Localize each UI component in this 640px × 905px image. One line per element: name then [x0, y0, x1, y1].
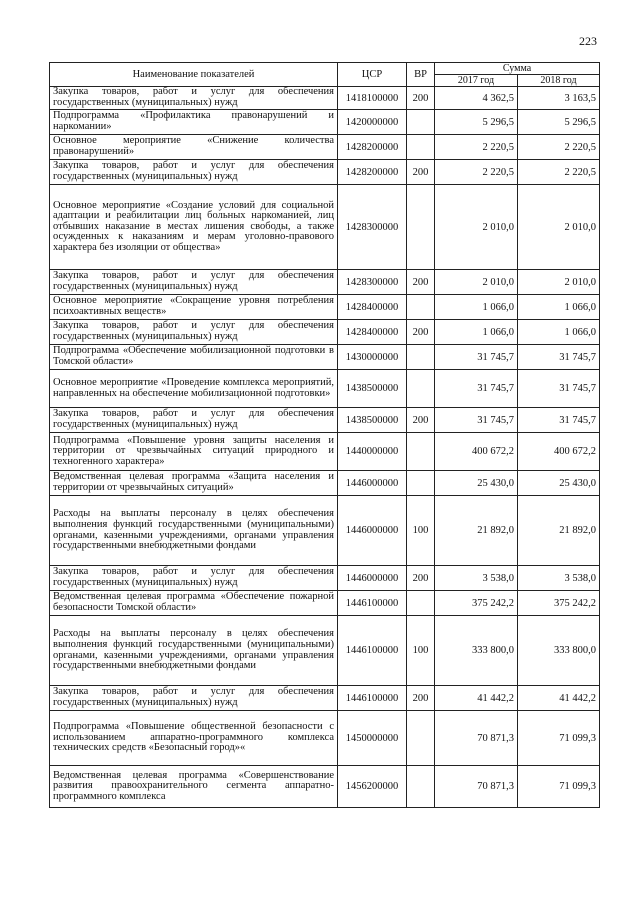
table-row — [50, 87, 600, 110]
row-csr: 1428400000 — [338, 320, 407, 345]
header-year-2018: 2018 год — [518, 75, 600, 87]
row-name: Закупка товаров, работ и услуг для обеспечения государственных (муниципальных) нужд — [50, 160, 338, 185]
row-2018: 2 220,5 — [518, 160, 600, 185]
budget-table — [49, 62, 600, 808]
row-csr: 1446100000 — [338, 686, 407, 711]
table-row — [50, 766, 600, 808]
row-2018: 41 442,2 — [518, 686, 600, 711]
table-row — [50, 110, 600, 135]
row-name: Подпрограмма «Повышение общественной безопасности с использованием аппаратно-программного комплекса технических средств «Безопасный город»« — [50, 711, 338, 766]
row-name: Подпрограмма «Обеспечение мобилизационной подготовки в Томской области» — [50, 345, 338, 370]
row-2017: 25 430,0 — [435, 471, 518, 496]
row-csr: 1418100000 — [338, 87, 407, 110]
row-2017: 2 010,0 — [435, 185, 518, 270]
header-sum: Сумма — [435, 63, 600, 75]
row-2018: 400 672,2 — [518, 433, 600, 471]
row-csr: 1438500000 — [338, 370, 407, 408]
row-vr — [407, 433, 435, 471]
row-csr: 1428300000 — [338, 270, 407, 295]
row-2018: 375 242,2 — [518, 591, 600, 616]
row-2017: 70 871,3 — [435, 711, 518, 766]
row-name: Основное мероприятие «Создание условий для социальной адаптации и реабилитации лиц больных наркоманией, лиц отбывших наказание в местах лишения свободы, а также осужденных к наказаниям и мерам уголовно-правового характера без изоляции от общества» — [50, 185, 338, 270]
row-2017: 31 745,7 — [435, 345, 518, 370]
table-row — [50, 686, 600, 711]
row-csr: 1428200000 — [338, 160, 407, 185]
table-row — [50, 185, 600, 270]
row-vr — [407, 370, 435, 408]
row-2018: 71 099,3 — [518, 711, 600, 766]
row-name: Закупка товаров, работ и услуг для обеспечения государственных (муниципальных) нужд — [50, 408, 338, 433]
row-vr: 200 — [407, 160, 435, 185]
row-2017: 41 442,2 — [435, 686, 518, 711]
row-name: Подпрограмма «Профилактика правонарушений и наркомании» — [50, 110, 338, 135]
row-csr: 1456200000 — [338, 766, 407, 808]
row-vr: 200 — [407, 87, 435, 110]
table-row — [50, 433, 600, 471]
row-2018: 25 430,0 — [518, 471, 600, 496]
row-csr: 1446100000 — [338, 591, 407, 616]
table-row — [50, 160, 600, 185]
row-csr: 1420000000 — [338, 110, 407, 135]
row-name: Основное мероприятие «Проведение комплекса мероприятий, направленных на обеспечение мобилизационной подготовки» — [50, 370, 338, 408]
row-name: Закупка товаров, работ и услуг для обеспечения государственных (муниципальных) нужд — [50, 320, 338, 345]
row-2018: 21 892,0 — [518, 496, 600, 566]
header-vr: ВР — [407, 63, 435, 87]
table-row — [50, 496, 600, 566]
row-2017: 4 362,5 — [435, 87, 518, 110]
table-row — [50, 270, 600, 295]
row-2018: 3 538,0 — [518, 566, 600, 591]
row-csr: 1428400000 — [338, 295, 407, 320]
row-name: Закупка товаров, работ и услуг для обеспечения государственных (муниципальных) нужд — [50, 686, 338, 711]
row-vr: 200 — [407, 686, 435, 711]
header-year-2017: 2017 год — [435, 75, 518, 87]
row-2017: 5 296,5 — [435, 110, 518, 135]
table-row — [50, 295, 600, 320]
row-vr — [407, 110, 435, 135]
row-2017: 333 800,0 — [435, 616, 518, 686]
table-row — [50, 135, 600, 160]
page-number: 223 — [579, 34, 597, 48]
row-2018: 1 066,0 — [518, 295, 600, 320]
row-name: Закупка товаров, работ и услуг для обеспечения государственных (муниципальных) нужд — [50, 87, 338, 110]
row-2017: 375 242,2 — [435, 591, 518, 616]
row-vr — [407, 345, 435, 370]
table-row — [50, 566, 600, 591]
row-2017: 400 672,2 — [435, 433, 518, 471]
row-2018: 71 099,3 — [518, 766, 600, 808]
row-2018: 31 745,7 — [518, 408, 600, 433]
row-2017: 31 745,7 — [435, 370, 518, 408]
row-2018: 2 010,0 — [518, 270, 600, 295]
row-vr — [407, 471, 435, 496]
row-2018: 333 800,0 — [518, 616, 600, 686]
row-2018: 31 745,7 — [518, 370, 600, 408]
row-vr — [407, 766, 435, 808]
header-name: Наименование показателей — [50, 63, 338, 87]
row-name: Ведомственная целевая программа «Обеспечение пожарной безопасности Томской области» — [50, 591, 338, 616]
row-2017: 2 220,5 — [435, 160, 518, 185]
row-name: Расходы на выплаты персоналу в целях обеспечения выполнения функций государственными (муниципальными) органами, казенными учреждениями, органами управления государственными внебюджетными фондами — [50, 496, 338, 566]
row-csr: 1438500000 — [338, 408, 407, 433]
row-vr — [407, 295, 435, 320]
row-csr: 1428200000 — [338, 135, 407, 160]
row-name: Ведомственная целевая программа «Защита населения и территории от чрезвычайных ситуаций» — [50, 471, 338, 496]
row-vr: 100 — [407, 616, 435, 686]
row-csr: 1430000000 — [338, 345, 407, 370]
row-name: Расходы на выплаты персоналу в целях обеспечения выполнения функций государственными (муниципальными) органами, казенными учреждениями, органами управления государственными внебюджетными фондами — [50, 616, 338, 686]
row-vr — [407, 591, 435, 616]
table-row — [50, 616, 600, 686]
row-vr: 200 — [407, 408, 435, 433]
row-vr: 200 — [407, 270, 435, 295]
row-csr: 1446100000 — [338, 616, 407, 686]
row-vr: 200 — [407, 320, 435, 345]
row-name: Закупка товаров, работ и услуг для обеспечения государственных (муниципальных) нужд — [50, 566, 338, 591]
header-csr: ЦСР — [338, 63, 407, 87]
row-2017: 3 538,0 — [435, 566, 518, 591]
row-name: Основное мероприятие «Снижение количества правонарушений» — [50, 135, 338, 160]
row-csr: 1440000000 — [338, 433, 407, 471]
row-2017: 2 220,5 — [435, 135, 518, 160]
table-row — [50, 345, 600, 370]
row-2017: 1 066,0 — [435, 320, 518, 345]
table-row — [50, 320, 600, 345]
row-vr: 200 — [407, 566, 435, 591]
row-2018: 31 745,7 — [518, 345, 600, 370]
row-vr — [407, 711, 435, 766]
row-2017: 21 892,0 — [435, 496, 518, 566]
row-name: Основное мероприятие «Сокращение уровня потребления психоактивных веществ» — [50, 295, 338, 320]
row-vr — [407, 135, 435, 160]
row-2018: 2 010,0 — [518, 185, 600, 270]
row-name: Подпрограмма «Повышение уровня защиты населения и территории от чрезвычайных ситуаций природного и техногенного характера» — [50, 433, 338, 471]
row-csr: 1446000000 — [338, 471, 407, 496]
row-name: Ведомственная целевая программа «Совершенствование развития правоохранительного сегмента аппаратно-программного комплекса — [50, 766, 338, 808]
row-2017: 31 745,7 — [435, 408, 518, 433]
row-2018: 3 163,5 — [518, 87, 600, 110]
row-name: Закупка товаров, работ и услуг для обеспечения государственных (муниципальных) нужд — [50, 270, 338, 295]
table-row — [50, 370, 600, 408]
row-2018: 5 296,5 — [518, 110, 600, 135]
table-row — [50, 711, 600, 766]
row-csr: 1450000000 — [338, 711, 407, 766]
table-row — [50, 591, 600, 616]
row-csr: 1428300000 — [338, 185, 407, 270]
row-2017: 1 066,0 — [435, 295, 518, 320]
table-row — [50, 408, 600, 433]
row-2018: 1 066,0 — [518, 320, 600, 345]
row-vr — [407, 185, 435, 270]
row-csr: 1446000000 — [338, 566, 407, 591]
row-2017: 2 010,0 — [435, 270, 518, 295]
table-row — [50, 471, 600, 496]
row-2017: 70 871,3 — [435, 766, 518, 808]
row-2018: 2 220,5 — [518, 135, 600, 160]
row-vr: 100 — [407, 496, 435, 566]
row-csr: 1446000000 — [338, 496, 407, 566]
